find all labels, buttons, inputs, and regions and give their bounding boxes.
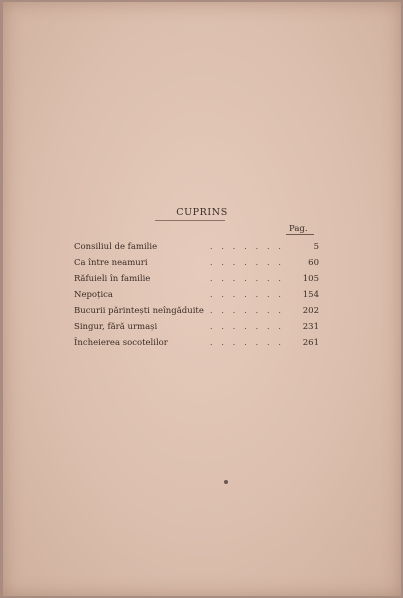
toc-leader-dots: . . . . . . . (209, 274, 284, 284)
toc-entry-page: 60 (308, 258, 319, 268)
toc-entry-title: Consiliul de familie (74, 242, 158, 252)
toc-entry-page: 202 (302, 306, 319, 316)
page-header-underline (286, 234, 314, 235)
page-column-header: Pag. (289, 224, 308, 234)
toc-entry-title: Singur, fără urmași (74, 322, 158, 332)
title-underline (155, 220, 225, 221)
toc-entry-page: 261 (302, 338, 319, 348)
toc-leader-dots: . . . . . . . (209, 242, 284, 252)
toc-leader-dots: . . . . . . . (209, 338, 284, 348)
toc-leader-dots: . . . . . . . (209, 322, 284, 332)
book-page (3, 2, 401, 596)
toc-entry-page: 231 (302, 322, 319, 332)
ink-dot (224, 480, 228, 484)
toc-leader-dots: . . . . . . . (209, 258, 284, 268)
toc-entry (74, 255, 319, 271)
toc-entry-page: 5 (313, 242, 319, 252)
toc-entry-title: Nepoțica (74, 290, 113, 300)
toc-entry (74, 303, 319, 319)
toc-leader-dots: . . . . . . . (209, 306, 284, 316)
toc-entry-title: Bucurii părintești neîngăduite (74, 306, 204, 316)
toc-entry (74, 287, 319, 303)
table-of-contents (74, 239, 319, 351)
toc-entry (74, 239, 319, 255)
toc-entry-page: 105 (302, 274, 319, 284)
toc-entry-title: Încheierea socotelilor (74, 338, 168, 348)
toc-entry (74, 335, 319, 351)
toc-leader-dots: . . . . . . . (209, 290, 284, 300)
toc-entry-title: Răfuieli în familie (74, 274, 151, 284)
toc-entry-title: Ca între neamuri (74, 258, 148, 268)
toc-entry (74, 319, 319, 335)
contents-title: CUPRINS (176, 207, 228, 218)
toc-entry (74, 271, 319, 287)
toc-entry-page: 154 (302, 290, 319, 300)
